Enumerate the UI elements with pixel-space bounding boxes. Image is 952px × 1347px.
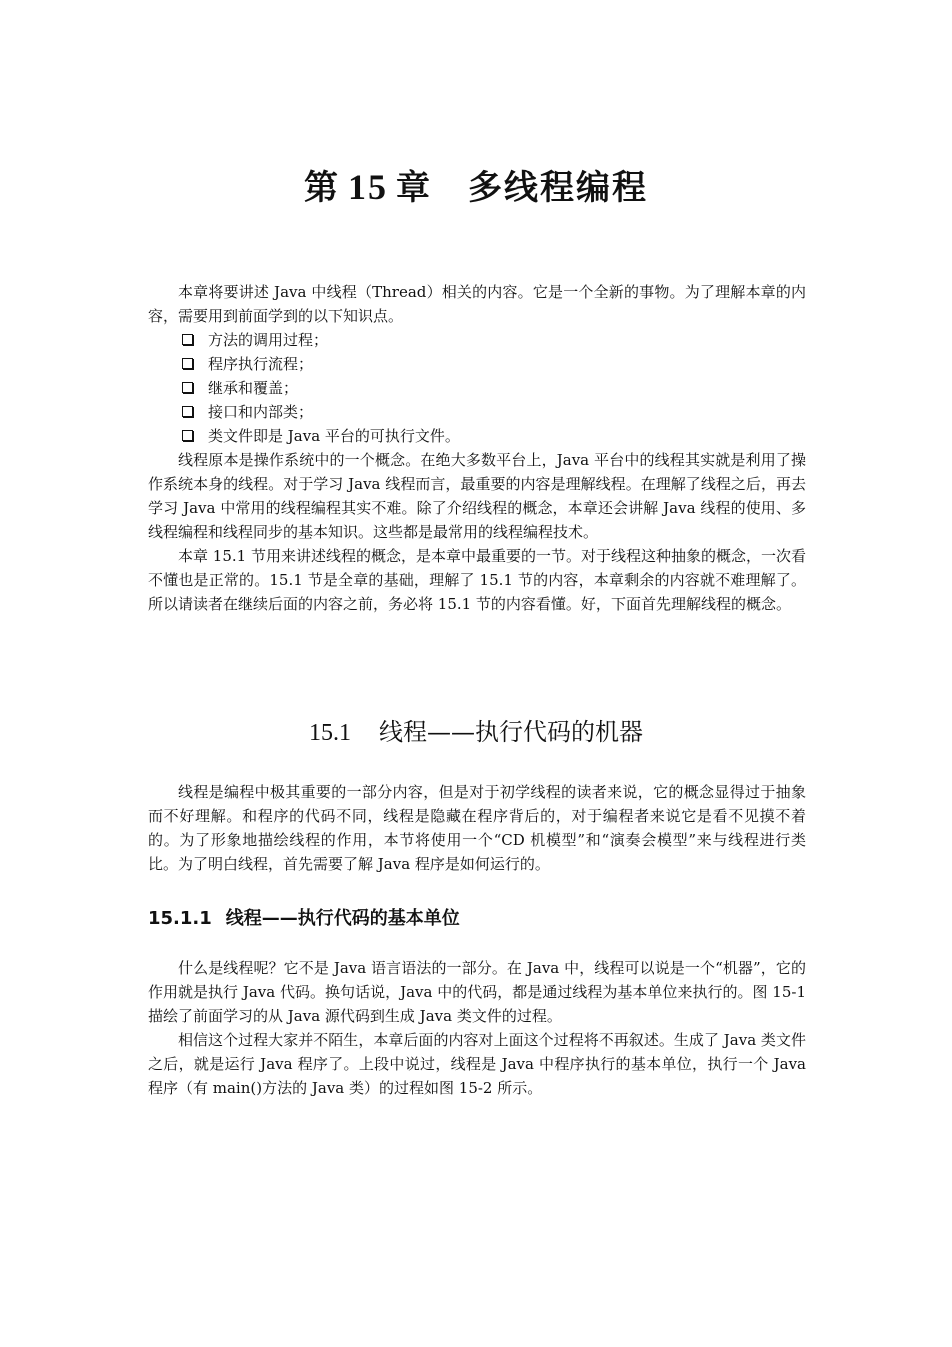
- section-title-text: 线程——执行代码的机器: [379, 718, 643, 746]
- chapter-name: 多线程编程: [468, 168, 648, 208]
- chapter-suffix: 章: [396, 168, 432, 208]
- list-item-text: 程序执行流程；: [208, 355, 314, 373]
- list-item-text: 接口和内部类；: [208, 403, 314, 421]
- subsection-paragraph-1: 什么是线程呢？它不是 Java 语言语法的一部分。在 Java 中，线程可以说是一个“机器”，它的作用就是执行 Java 代码。换句话说，Java 中的代码，都是通过线程为基本单位来执行的。图 15-1 描绘了前面学习的从 Java 源代码到生成 Java 类文件的过程。: [148, 959, 806, 1025]
- intro-paragraph-2: 线程原本是操作系统中的一个概念。在绝大多数平台上，Java 平台中的线程其实就是利用了操作系统本身的线程。对于学习 Java 线程而言，最重要的内容是理解线程。在理解了线程之后，再去学习 Java 中常用的线程编程其实不难。除了介绍线程的概念，本章还会讲解 Java 线程的使用、多线程编程和线程同步的基本知识。这些都是最常用的线程编程技术。: [148, 451, 806, 541]
- list-item: [148, 400, 806, 424]
- subsection-paragraph-2: 相信这个过程大家并不陌生，本章后面的内容对上面这个过程将不再叙述。生成了 Java 类文件之后，就是运行 Java 程序了。上段中说过，线程是 Java 中程序执行的基本单位，执行一个 Java 程序（有 main()方法的 Java 类）的过程如图 15-2 所示。: [148, 1031, 806, 1097]
- list-item-text: 方法的调用过程；: [208, 331, 329, 349]
- subsection-heading: [148, 904, 460, 930]
- list-item: [148, 352, 806, 376]
- chapter-number: 15: [348, 167, 388, 207]
- section-paragraph-1: 线程是编程中极其重要的一部分内容，但是对于初学线程的读者来说，它的概念显得过于抽象而不好理解。和程序的代码不同，线程是隐藏在程序背后的，对于编程者来说它是看不见摸不着的。为了形象地描绘线程的作用，本节将使用一个“CD 机模型”和“演奏会模型”来与线程进行类比。为了明白线程，首先需要了解 Java 程序是如何运行的。: [148, 783, 806, 873]
- intro-block: [148, 280, 806, 616]
- chapter-title: [0, 160, 952, 209]
- list-item: [148, 424, 806, 448]
- checkbox-bullet-icon: [182, 358, 193, 369]
- checkbox-bullet-icon: [182, 406, 193, 417]
- section-body: [148, 780, 806, 876]
- checkbox-bullet-icon: [182, 430, 193, 441]
- section-heading: [0, 712, 952, 747]
- intro-paragraph-3: 本章 15.1 节用来讲述线程的概念，是本章中最重要的一节。对于线程这种抽象的概念，一次看不懂也是正常的。15.1 节是全章的基础，理解了 15.1 节的内容，本章剩余的内容就不难理解了。所以请读者在继续后面的内容之前，务必将 15.1 节的内容看懂。好，下面首先理解线程的概念。: [148, 547, 806, 613]
- list-item: [148, 328, 806, 352]
- list-item-text: 继承和覆盖；: [208, 379, 299, 397]
- list-item-text: 类文件即是 Java 平台的可执行文件。: [208, 427, 460, 445]
- subsection-number: 15.1.1: [148, 908, 212, 929]
- checkbox-bullet-icon: [182, 382, 193, 393]
- subsection-body: [148, 956, 806, 1100]
- checkbox-bullet-icon: [182, 334, 193, 345]
- list-item: [148, 376, 806, 400]
- section-number: 15.1: [309, 720, 351, 746]
- chapter-prefix: 第: [304, 168, 340, 208]
- intro-paragraph-1: 本章将要讲述 Java 中线程（Thread）相关的内容。它是一个全新的事物。为了理解本章的内容，需要用到前面学到的以下知识点。: [148, 283, 806, 325]
- subsection-title-text: 线程——执行代码的基本单位: [225, 908, 460, 929]
- prerequisite-list: [148, 328, 806, 448]
